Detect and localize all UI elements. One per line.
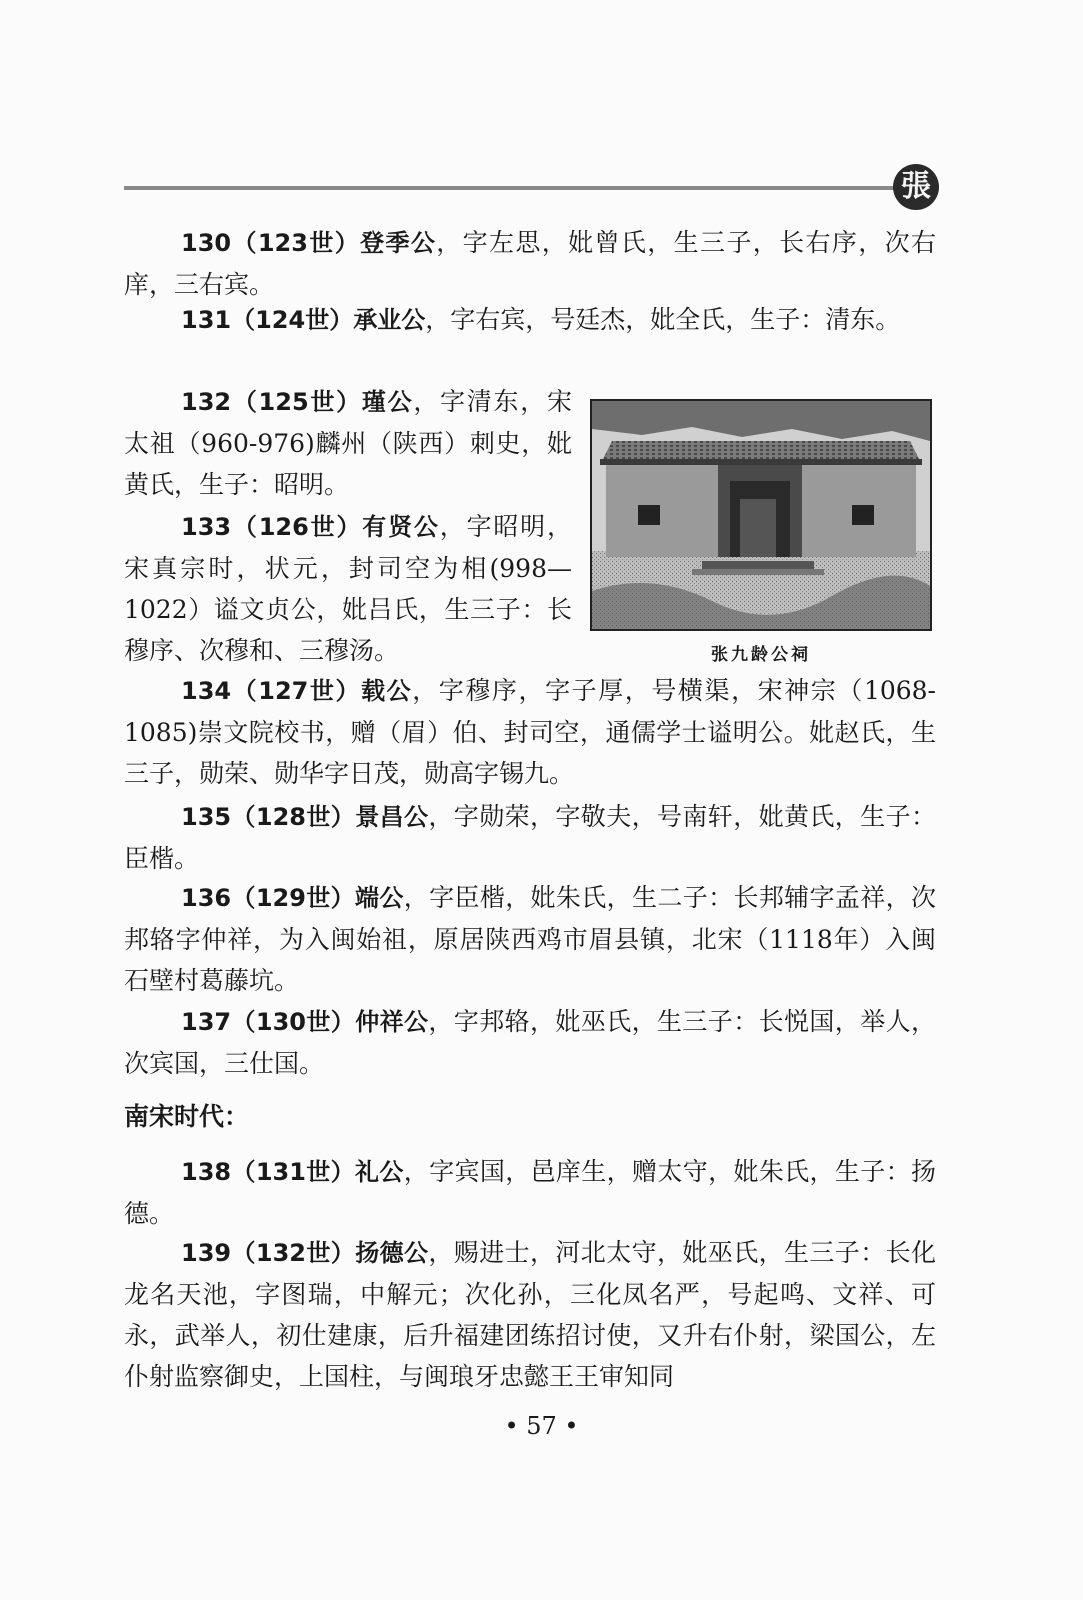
entry-number: 130（123世）: [181, 229, 361, 257]
entry-text: ，赐进士，河北太守，妣巫氏，生三子：长化龙名天池，字图瑞，中解元；次化孙，三化凤名严，号起鸣、文祥、可永，武举人，初仕建康，后升福建团练招讨使，又升右仆射，梁国公，左仆射监察御史，上国柱，与闽琅牙忠懿王王审知同: [124, 1238, 936, 1391]
entry-135: [124, 796, 936, 879]
entry-name: 景昌公: [355, 803, 429, 831]
section-title-southern-song: 南宋时代：: [124, 1102, 250, 1131]
entry-138: [124, 1151, 936, 1234]
entry-text: ，字穆序，字子厚，号横渠，宋神宗（1068-1085)崇文院校书，赠（眉）伯、封司空，通儒学士谥明公。妣赵氏，生三子，勋荣、勋华字日茂，勋高字锡九。: [124, 676, 937, 788]
entry-name: 仲祥公: [355, 1008, 429, 1036]
entry-name: 扬德公: [355, 1239, 429, 1267]
entry-name: 端公: [355, 884, 404, 912]
entry-number: 131（124世）: [181, 306, 354, 334]
entry-text: ，字邦辂，妣巫氏，生三子：长悦国，举人，次宾国，三仕国。: [124, 1007, 936, 1078]
entry-name: 承业公: [353, 306, 426, 334]
entry-139: [124, 1232, 936, 1397]
entry-text: ，字臣楷，妣朱氏，生二子：长邦辅字孟祥，次邦辂字仲祥，为入闽始祖，原居陕西鸡市眉县镇，北宋（1118年）入闽石壁村葛藤坑。: [124, 883, 936, 995]
entry-number: 136（129世）: [181, 884, 356, 912]
entry-number: 138（131世）: [181, 1158, 356, 1186]
entry-name: 登季公: [360, 229, 437, 257]
entry-number: 133（126世）: [181, 513, 363, 541]
entry-text: ，字左思，妣曾氏，生三子，长右序，次右庠，三右宾。: [124, 228, 936, 299]
entry-text: ，字昭明，宋真宗时，状元，封司空为相(998—1022）谥文贞公，妣吕氏，生三子：长穆序、次穆和、三穆汤。: [124, 512, 572, 665]
zhang-seal-logo: 張: [893, 164, 939, 210]
entry-number: 139（132世）: [181, 1239, 356, 1267]
entry-131: [124, 299, 936, 341]
page-number: • 57 •: [504, 1412, 579, 1440]
entry-text: ，字右宾，号廷杰，妣全氏，生子：清东。: [425, 305, 901, 334]
entry-136: [124, 877, 936, 1001]
entry-text: ，字勋荣，字敬夫，号南轩，妣黄氏，生子：臣楷。: [124, 802, 936, 873]
header-rule: [124, 186, 902, 190]
entry-name: 瑾公: [361, 388, 414, 416]
entry-text: ，字宾国，邑庠生，赠太守，妣朱氏，生子：扬德。: [124, 1157, 936, 1228]
entry-number: 137（130世）: [181, 1008, 356, 1036]
entry-name: 有贤公: [362, 513, 440, 541]
entry-133: [124, 506, 572, 671]
entry-text: ，字清东，宋太祖（960-976)麟州（陕西）刺史，妣黄氏，生子：昭明。: [124, 387, 572, 499]
entry-name: 载公: [361, 677, 413, 705]
entry-132: [124, 381, 572, 505]
ancestral-hall-image: [592, 401, 930, 629]
ancestral-hall-photo: [590, 399, 932, 631]
entry-number: 134（127世）: [181, 677, 362, 705]
entry-name: 礼公: [355, 1158, 404, 1186]
entry-number: 135（128世）: [181, 803, 356, 831]
photo-caption: 张九龄公祠: [711, 645, 811, 665]
entry-137: [124, 1001, 936, 1084]
entry-130: [124, 222, 936, 305]
entry-134: [124, 670, 936, 794]
entry-number: 132（125世）: [181, 388, 362, 416]
